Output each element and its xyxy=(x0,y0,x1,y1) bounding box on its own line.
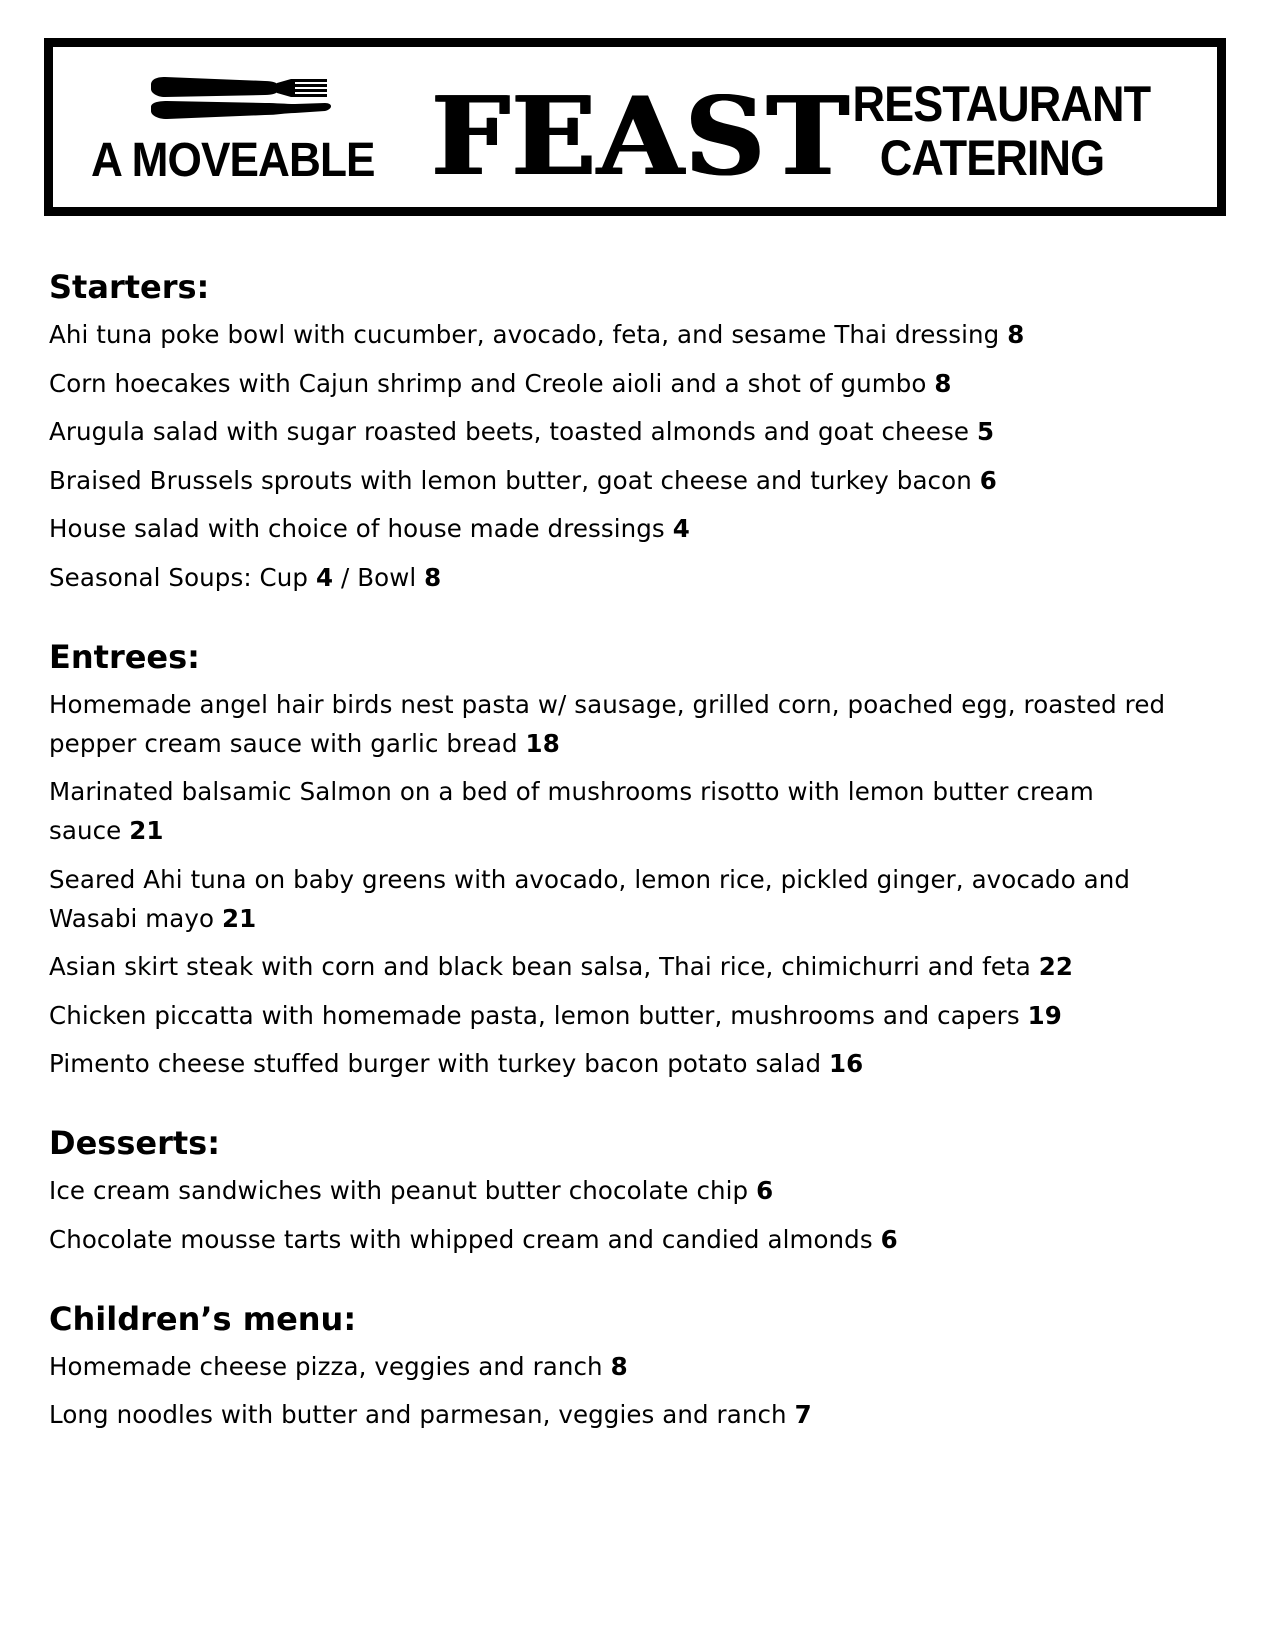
menu-item xyxy=(49,860,1174,938)
menu-item xyxy=(49,461,1174,500)
item-price: 19 xyxy=(1027,1000,1062,1030)
section-entrees xyxy=(49,635,1239,1084)
item-text: Seared Ahi tuna on baby greens with avocado, lemon rice, pickled ginger, avocado and Wasabi mayo xyxy=(49,864,1131,933)
tagline-left: A MOVEABLE xyxy=(91,134,375,187)
section-desserts xyxy=(49,1121,1239,1259)
menu-item xyxy=(49,1171,1174,1210)
item-price: 6 xyxy=(880,1224,898,1254)
item-price: 16 xyxy=(829,1049,864,1078)
logo-header xyxy=(44,38,1226,216)
item-price: 6 xyxy=(979,465,997,495)
item-text: Chocolate mousse tarts with whipped cream and candied almonds xyxy=(49,1224,873,1254)
item-price: 8 xyxy=(610,1351,628,1381)
menu-item xyxy=(49,1220,1174,1259)
item-price: 21 xyxy=(129,816,164,845)
item-text: Asian skirt steak with corn and black bean salsa, Thai rice, chimichurri and feta xyxy=(49,952,1031,981)
item-price: 22 xyxy=(1038,952,1073,981)
section-title: Children’s menu: xyxy=(49,1299,357,1338)
section-childrens-menu xyxy=(49,1297,1239,1435)
tagline-right xyxy=(852,76,1151,186)
menu-item xyxy=(49,558,1174,597)
item-price: 4 xyxy=(672,514,690,543)
menu-item xyxy=(49,772,1174,850)
menu-item xyxy=(49,1395,1174,1434)
section-starters xyxy=(49,265,1239,597)
item-text: Corn hoecakes with Cajun shrimp and Creole aioli and a shot of gumbo xyxy=(49,368,927,398)
menu-item xyxy=(49,685,1174,763)
item-price: 21 xyxy=(221,903,257,933)
item-separator: / Bowl xyxy=(340,562,417,592)
item-price-bowl: 8 xyxy=(424,562,442,592)
item-price: 7 xyxy=(794,1400,812,1429)
tagline-right-line2: CATERING xyxy=(879,130,1105,186)
item-price: 5 xyxy=(976,417,995,446)
item-text: Marinated balsamic Salmon on a bed of mushrooms risotto with lemon butter cream sauce xyxy=(49,777,1094,845)
item-text: Seasonal Soups: Cup xyxy=(49,562,309,592)
tagline-right-line1: RESTAURANT xyxy=(852,76,1151,132)
item-text: Chicken piccatta with homemade pasta, lemon butter, mushrooms and capers xyxy=(49,1000,1020,1030)
brand-name: FEAST xyxy=(431,74,851,200)
item-text: Pimento cheese stuffed burger with turkey bacon potato salad xyxy=(49,1049,822,1078)
menu-item xyxy=(49,1044,1174,1083)
item-price: 8 xyxy=(1007,320,1025,349)
item-text: Ice cream sandwiches with peanut butter chocolate chip xyxy=(49,1176,749,1205)
item-text: Homemade cheese pizza, veggies and ranch xyxy=(49,1351,603,1381)
menu-item xyxy=(49,315,1174,354)
item-text: House salad with choice of house made dressings xyxy=(49,514,665,543)
menu-item xyxy=(49,996,1174,1035)
item-price: 6 xyxy=(756,1176,774,1205)
item-price-cup: 4 xyxy=(315,562,334,592)
item-text: Ahi tuna poke bowl with cucumber, avocado, feta, and sesame Thai dressing xyxy=(49,320,1000,349)
section-title: Desserts: xyxy=(49,1124,220,1162)
menu-item xyxy=(49,947,1174,986)
menu-item xyxy=(49,364,1174,403)
item-price: 8 xyxy=(934,368,952,398)
item-text: Braised Brussels sprouts with lemon butter, goat cheese and turkey bacon xyxy=(49,465,972,495)
knife-and-fork-icon xyxy=(145,75,355,125)
item-text: Long noodles with butter and parmesan, veggies and ranch xyxy=(49,1400,787,1429)
menu-item xyxy=(49,412,1174,451)
menu-item xyxy=(49,1347,1174,1386)
item-text: Homemade angel hair birds nest pasta w/ sausage, grilled corn, poached egg, roasted red pepper cream sauce with garlic bread xyxy=(49,689,1166,758)
menu-body xyxy=(49,265,1239,1472)
menu-item xyxy=(49,509,1174,548)
section-title: Starters: xyxy=(49,268,210,306)
item-price: 18 xyxy=(525,728,560,758)
item-text: Arugula salad with sugar roasted beets, toasted almonds and goat cheese xyxy=(49,417,970,446)
section-title: Entrees: xyxy=(49,637,200,676)
